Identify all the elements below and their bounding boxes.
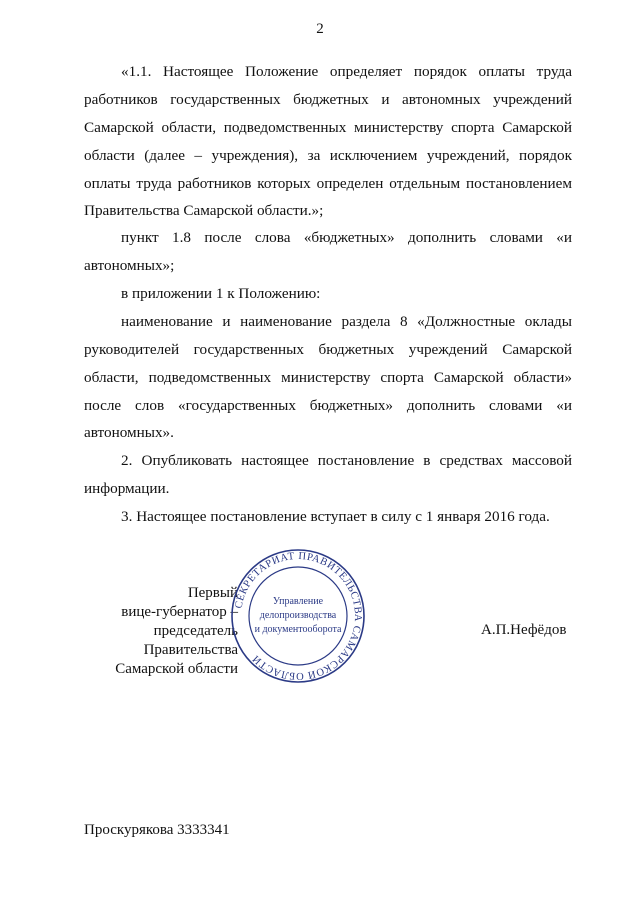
signatory-title [84,584,238,679]
signatory-name: А.П.Нефёдов [481,622,567,638]
body-line: области, подведомственных министерству спорта Самарской области» [84,369,572,386]
body-line: Самарской области, подведомственных министерству спорта Самарской [84,119,572,136]
body-line: Правительства Самарской области.»; [84,202,324,219]
executor-contact: Проскурякова 3333341 [84,822,230,838]
body-line: автономных»; [84,257,175,274]
official-stamp [230,548,366,684]
body-line: области (далее – учреждения), за исключением учреждений, порядок [84,147,572,164]
body-line: 3. Настоящее постановление вступает в силу с 1 января 2016 года. [121,508,550,525]
body-line: наименование и наименование раздела 8 «Должностные оклады [121,313,572,330]
body-line: работников государственных бюджетных и автономных учреждений [84,91,572,108]
signatory-title-line: председатель Правительства [143,623,238,658]
stamp-ring-text: СЕКРЕТАРИАТ ПРАВИТЕЛЬСТВА САМАРСКОЙ ОБЛАСТИ [233,550,364,682]
body-line: «1.1. Настоящее Положение определяет порядок оплаты труда [121,63,572,80]
stamp-center-line: делопроизводства [259,610,337,621]
signatory-title-line: вице-губернатор – [121,604,238,620]
stamp-center-line: Управление [272,596,324,607]
signatory-title-line: Первый [187,585,238,601]
body-line: руководителей государственных бюджетных учреждений Самарской [84,341,572,358]
body-line: автономных». [84,424,174,441]
body-line: пункт 1.8 после слова «бюджетных» дополнить словами «и [121,229,572,246]
signatory-title-line: Самарской области [115,661,238,677]
body-line: после слов «государственных бюджетных» дополнить словами «и [84,397,572,414]
stamp-center-line: и документооборота [254,624,342,635]
body-line: 2. Опубликовать настоящее постановление в средствах массовой [121,452,572,469]
page-number: 2 [316,21,324,37]
body-line: оплаты труда работников которых определен отдельным постановлением [84,175,572,192]
body-line: в приложении 1 к Положению: [121,285,321,302]
body-line: информации. [84,480,170,497]
